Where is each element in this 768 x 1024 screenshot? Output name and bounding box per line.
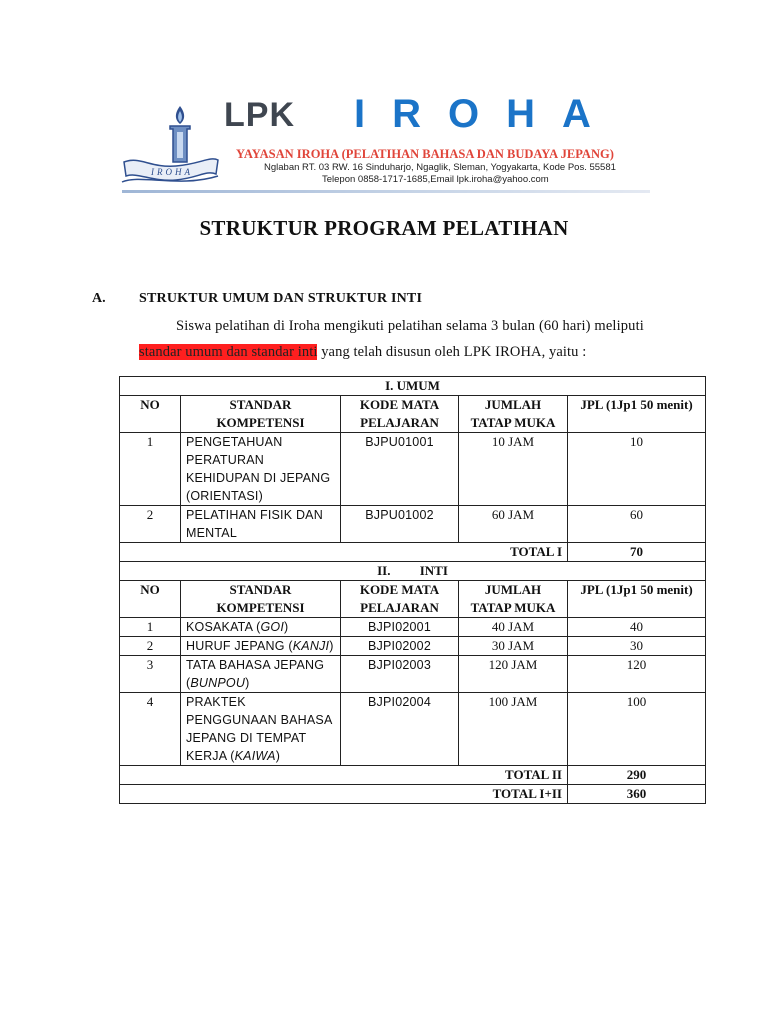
- cell-jpl: 60: [568, 506, 706, 543]
- table-row: [120, 656, 706, 693]
- cell-jpl: 40: [568, 618, 706, 637]
- cell-kode: BJPI02004: [341, 693, 459, 766]
- cell-jumlah: 30 JAM: [459, 637, 568, 656]
- header-jpl: JPL (1Jp1 50 menit): [568, 581, 706, 618]
- total-label: TOTAL II: [120, 766, 568, 785]
- section-letter: A.: [92, 291, 106, 306]
- cell-jpl: 30: [568, 637, 706, 656]
- header-no: NO: [120, 581, 181, 618]
- table-row: [120, 637, 706, 656]
- cell-no: 4: [120, 693, 181, 766]
- cell-standar: HURUF JEPANG (KANJI): [181, 637, 341, 656]
- cell-standar: PELATIHAN FISIK DAN MENTAL: [181, 506, 341, 543]
- organization-contact: Telepon 0858-1717-1685,Email lpk.iroha@yahoo.com: [322, 174, 549, 185]
- header-kode: KODE MATA PELAJARAN: [341, 581, 459, 618]
- table-row: [120, 433, 706, 506]
- cell-kode: BJPU01002: [341, 506, 459, 543]
- header-jpl: JPL (1Jp1 50 menit): [568, 396, 706, 433]
- cell-kode: BJPU01001: [341, 433, 459, 506]
- total-label: TOTAL I: [120, 543, 568, 562]
- cell-jpl: 100: [568, 693, 706, 766]
- section-title-umum: I. UMUM: [120, 377, 706, 396]
- intro-paragraph-line1: Siswa pelatihan di Iroha mengikuti pelatihan selama 3 bulan (60 hari) meliputi: [176, 318, 644, 334]
- cell-standar: KOSAKATA (GOI): [181, 618, 341, 637]
- iroha-wordmark: IROHA: [354, 92, 618, 136]
- section-title-inti: II. INTI: [120, 562, 706, 581]
- header-jumlah: JUMLAH TATAP MUKA: [459, 396, 568, 433]
- cell-no: 1: [120, 433, 181, 506]
- cell-no: 3: [120, 656, 181, 693]
- cell-jumlah: 60 JAM: [459, 506, 568, 543]
- total-row: [120, 543, 706, 562]
- section-heading: STRUKTUR UMUM DAN STRUKTUR INTI: [139, 291, 423, 306]
- total-row: [120, 766, 706, 785]
- table-row: [120, 693, 706, 766]
- header-standar: STANDAR KOMPETENSI: [181, 396, 341, 433]
- cell-jumlah: 120 JAM: [459, 656, 568, 693]
- table-row: [120, 618, 706, 637]
- cell-no: 2: [120, 637, 181, 656]
- header-jumlah: JUMLAH TATAP MUKA: [459, 581, 568, 618]
- header-no: NO: [120, 396, 181, 433]
- program-structure-table: [119, 376, 706, 804]
- cell-kode: BJPI02002: [341, 637, 459, 656]
- intro-paragraph-rest: yang telah disusun oleh LPK IROHA, yaitu :: [317, 344, 587, 360]
- cell-kode: BJPI02001: [341, 618, 459, 637]
- organization-address: Nglaban RT. 03 RW. 16 Sinduharjo, Ngaglik, Sleman, Yogyakarta, Kode Pos. 55581: [264, 162, 616, 173]
- highlighted-text: standar umum dan standar inti: [139, 344, 318, 360]
- grand-total-value: 360: [568, 785, 706, 804]
- total-value: 290: [568, 766, 706, 785]
- document-title: STRUKTUR PROGRAM PELATIHAN: [199, 216, 569, 240]
- cell-standar: PENGETAHUAN PERATURAN KEHIDUPAN DI JEPANG (ORIENTASI): [181, 433, 341, 506]
- lpk-wordmark: LPK: [224, 96, 295, 134]
- table-row: [120, 506, 706, 543]
- cell-jumlah: 10 JAM: [459, 433, 568, 506]
- intro-paragraph-line2: [139, 344, 586, 361]
- iroha-logo-icon: [120, 96, 220, 188]
- letterhead-divider: [122, 190, 650, 193]
- section-row-umum: [120, 377, 706, 396]
- header-kode: KODE MATA PELAJARAN: [341, 396, 459, 433]
- grand-total-row: [120, 785, 706, 804]
- cell-no: 2: [120, 506, 181, 543]
- header-row: [120, 396, 706, 433]
- letterhead: [112, 92, 652, 198]
- cell-jumlah: 100 JAM: [459, 693, 568, 766]
- header-row: [120, 581, 706, 618]
- cell-standar: TATA BAHASA JEPANG (BUNPOU): [181, 656, 341, 693]
- cell-standar: PRAKTEK PENGGUNAAN BAHASA JEPANG DI TEMPAT KERJA (KAIWA): [181, 693, 341, 766]
- total-value: 70: [568, 543, 706, 562]
- organization-name: YAYASAN IROHA (PELATIHAN BAHASA DAN BUDAYA JEPANG): [236, 147, 614, 161]
- cell-jpl: 10: [568, 433, 706, 506]
- cell-no: 1: [120, 618, 181, 637]
- grand-total-label: TOTAL I+II: [120, 785, 568, 804]
- header-standar: STANDAR KOMPETENSI: [181, 581, 341, 618]
- cell-jumlah: 40 JAM: [459, 618, 568, 637]
- section-row-inti: [120, 562, 706, 581]
- cell-jpl: 120: [568, 656, 706, 693]
- cell-kode: BJPI02003: [341, 656, 459, 693]
- svg-text:IROHA: IROHA: [151, 167, 193, 177]
